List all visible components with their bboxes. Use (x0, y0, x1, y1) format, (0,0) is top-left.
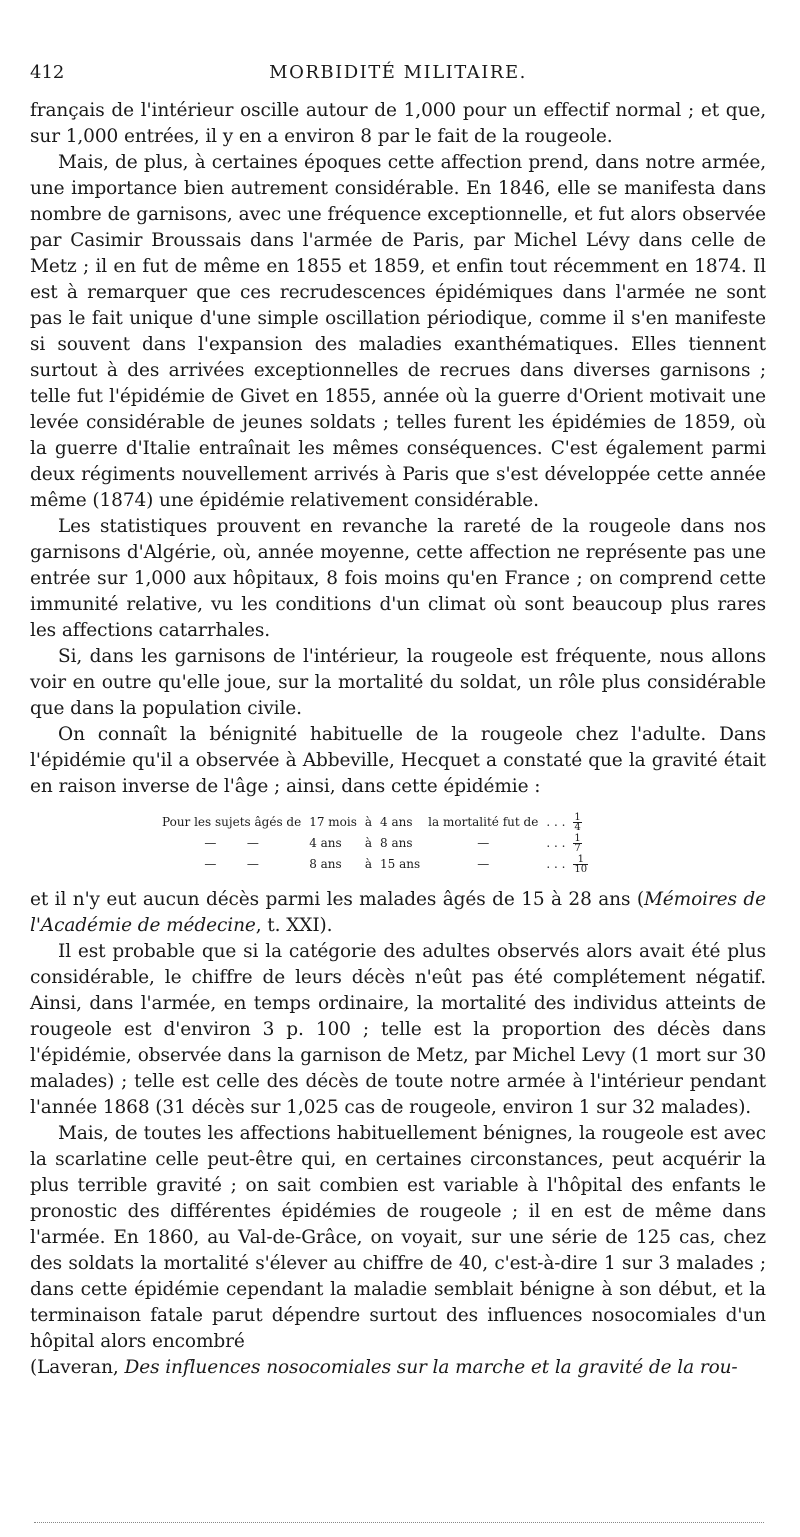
paragraph-continued: français de l'intérieur oscille autour de 1,000 pour un effectif normal ; et que, sur 1,000 entrées, il y en a environ 8 par le fait de la rougeole. (30, 100, 766, 147)
row-suffix: la mortalité fut de (428, 815, 539, 829)
row-suffix: — (477, 857, 490, 871)
table-row (158, 833, 592, 854)
age-connector: à (364, 815, 373, 829)
age-connector: à (364, 836, 373, 850)
age-connector: à (364, 857, 373, 871)
age-from: 17 mois (309, 815, 357, 829)
table-row (158, 812, 592, 833)
fraction-denominator: 7 (574, 843, 581, 854)
row-dots: . . . (546, 836, 566, 850)
running-head: MORBIDITÉ MILITAIRE. (269, 62, 527, 83)
mortality-fraction (569, 833, 592, 854)
laveran-title: Des influences nosocomiales sur la marche et la gravité de la rou- (124, 1357, 738, 1378)
mortality-fraction (569, 854, 592, 875)
paragraph-abbeville: On connaît la bénignité habituelle de la rougeole chez l'adulte. Dans l'épidémie qu'il a observée à Abbeville, Hecquet a constaté que la gravité était en raison inverse de l'âge ; ainsi, dans cette épidémie : (30, 724, 766, 797)
row-dots: . . . (546, 815, 566, 829)
row-prefix: Pour les sujets âgés de (162, 815, 302, 829)
fraction-denominator: 4 (574, 822, 581, 833)
laveran-lead: (Laveran, (30, 1357, 125, 1378)
citation-title: Mémoires de l'Académie de médecine (30, 889, 766, 936)
row-prefix (158, 833, 305, 854)
row-suffix: — (477, 836, 490, 850)
fraction-numerator: 1 (574, 812, 581, 823)
paragraph-algeria: Les statistiques prouvent en revanche la rareté de la rougeole dans nos garnisons d'Algérie, où, année moyenne, cette affection ne représente pas une entrée sur 1,000 aux hôpitaux, 8 fois moins qu'en France ; on comprend cette immunité relative, vu les conditions d'un climat où sont beaucoup plus rares les affections catarrhales. (30, 516, 766, 641)
row-dots: . . . (546, 857, 566, 871)
document-page (30, 62, 766, 1381)
page-number: 412 (30, 62, 65, 83)
paragraph-adult-mortality: Il est probable que si la catégorie des adultes observés alors avait été plus considérable, le chiffre de leurs décès n'eût pas été complétement négatif. Ainsi, dans l'armée, en temps ordinaire, la mortalité des individus atteints de rougeole est d'environ 3 p. 100 ; telle est la proportion des décès dans l'épidémie, observée dans la garnison de Metz, par Michel Levy (1 mort sur 30 malades) ; telle est celle des décès de toute notre armée à l'intérieur pendant l'année 1868 (31 décès sur 1,025 cas de rougeole, environ 1 sur 32 malades). (30, 941, 766, 1118)
paragraph-citation (30, 887, 766, 939)
age-to: 8 ans (380, 836, 413, 850)
ditto-mark: — (246, 836, 259, 850)
paragraph-laveran (30, 1355, 766, 1381)
age-from: 4 ans (309, 836, 342, 850)
page-header (30, 62, 766, 98)
ditto-mark: — (204, 836, 217, 850)
mortality-table (158, 812, 592, 875)
row-prefix (158, 854, 305, 875)
citation-lead: et il n'y eut aucun décès parmi les malades âgés de 15 à 28 ans ( (30, 889, 644, 910)
fraction-numerator: 1 (574, 833, 581, 844)
age-to: 4 ans (380, 815, 413, 829)
paragraph-val-de-grace: Mais, de toutes les affections habituellement bénignes, la rougeole est avec la scarlatine celle peut-être qui, en certaines circonstances, peut acquérir la plus terrible gravité ; on sait combien est variable à l'hôpital des enfants le pronostic des différentes épidémies de rougeole ; il en est de même dans l'armée. En 1860, au Val-de-Grâce, on voyait, sur une série de 125 cas, chez des soldats la mortalité s'élever au chiffre de 40, c'est-à-dire 1 sur 3 malades ; dans cette épidémie cependant la maladie semblait bénigne à son début, et la terminaison fatale parut dépendre surtout des influences nosocomiales d'un hôpital alors encombré (30, 1123, 766, 1352)
footer-rule (34, 1522, 764, 1523)
paragraph-mortality-role: Si, dans les garnisons de l'intérieur, la rougeole est fréquente, nous allons voir en outre qu'elle joue, sur la mortalité du soldat, un rôle plus considérable que dans la population civile. (30, 646, 766, 719)
table-row (158, 854, 592, 875)
fraction-denominator: 10 (574, 864, 588, 875)
age-to: 15 ans (380, 857, 421, 871)
ditto-mark: — (246, 857, 259, 871)
fraction-numerator: 1 (573, 855, 588, 865)
ditto-mark: — (204, 857, 217, 871)
mortality-fraction (569, 812, 592, 833)
citation-tail: , t. XXI). (255, 915, 333, 936)
paragraph-epidemics: Mais, de plus, à certaines époques cette affection prend, dans notre armée, une importance bien autrement considérable. En 1846, elle se manifesta dans nombre de garnisons, avec une fréquence exceptionnelle, et fut alors observée par Casimir Broussais dans l'armée de Paris, par Michel Lévy dans celle de Metz ; il en fut de même en 1855 et 1859, et enfin tout récemment en 1874. Il est à remarquer que ces recrudescences épidémiques dans l'armée ne sont pas le fait unique d'une simple oscillation périodique, comme il s'en manifeste si souvent dans l'expansion des maladies exanthématiques. Elles tiennent surtout à des arrivées exceptionnelles de recrues dans diverses garnisons ; telle fut l'épidémie de Givet en 1855, année où la guerre d'Orient motivait une levée considérable de jeunes soldats ; telles furent les épidémies de 1859, où la guerre d'Italie entraînait les mêmes conséquences. C'est également parmi deux régiments nouvellement arrivés à Paris que s'est développée cette année même (1874) une épidémie relativement considérable. (30, 152, 766, 511)
age-from: 8 ans (309, 857, 342, 871)
